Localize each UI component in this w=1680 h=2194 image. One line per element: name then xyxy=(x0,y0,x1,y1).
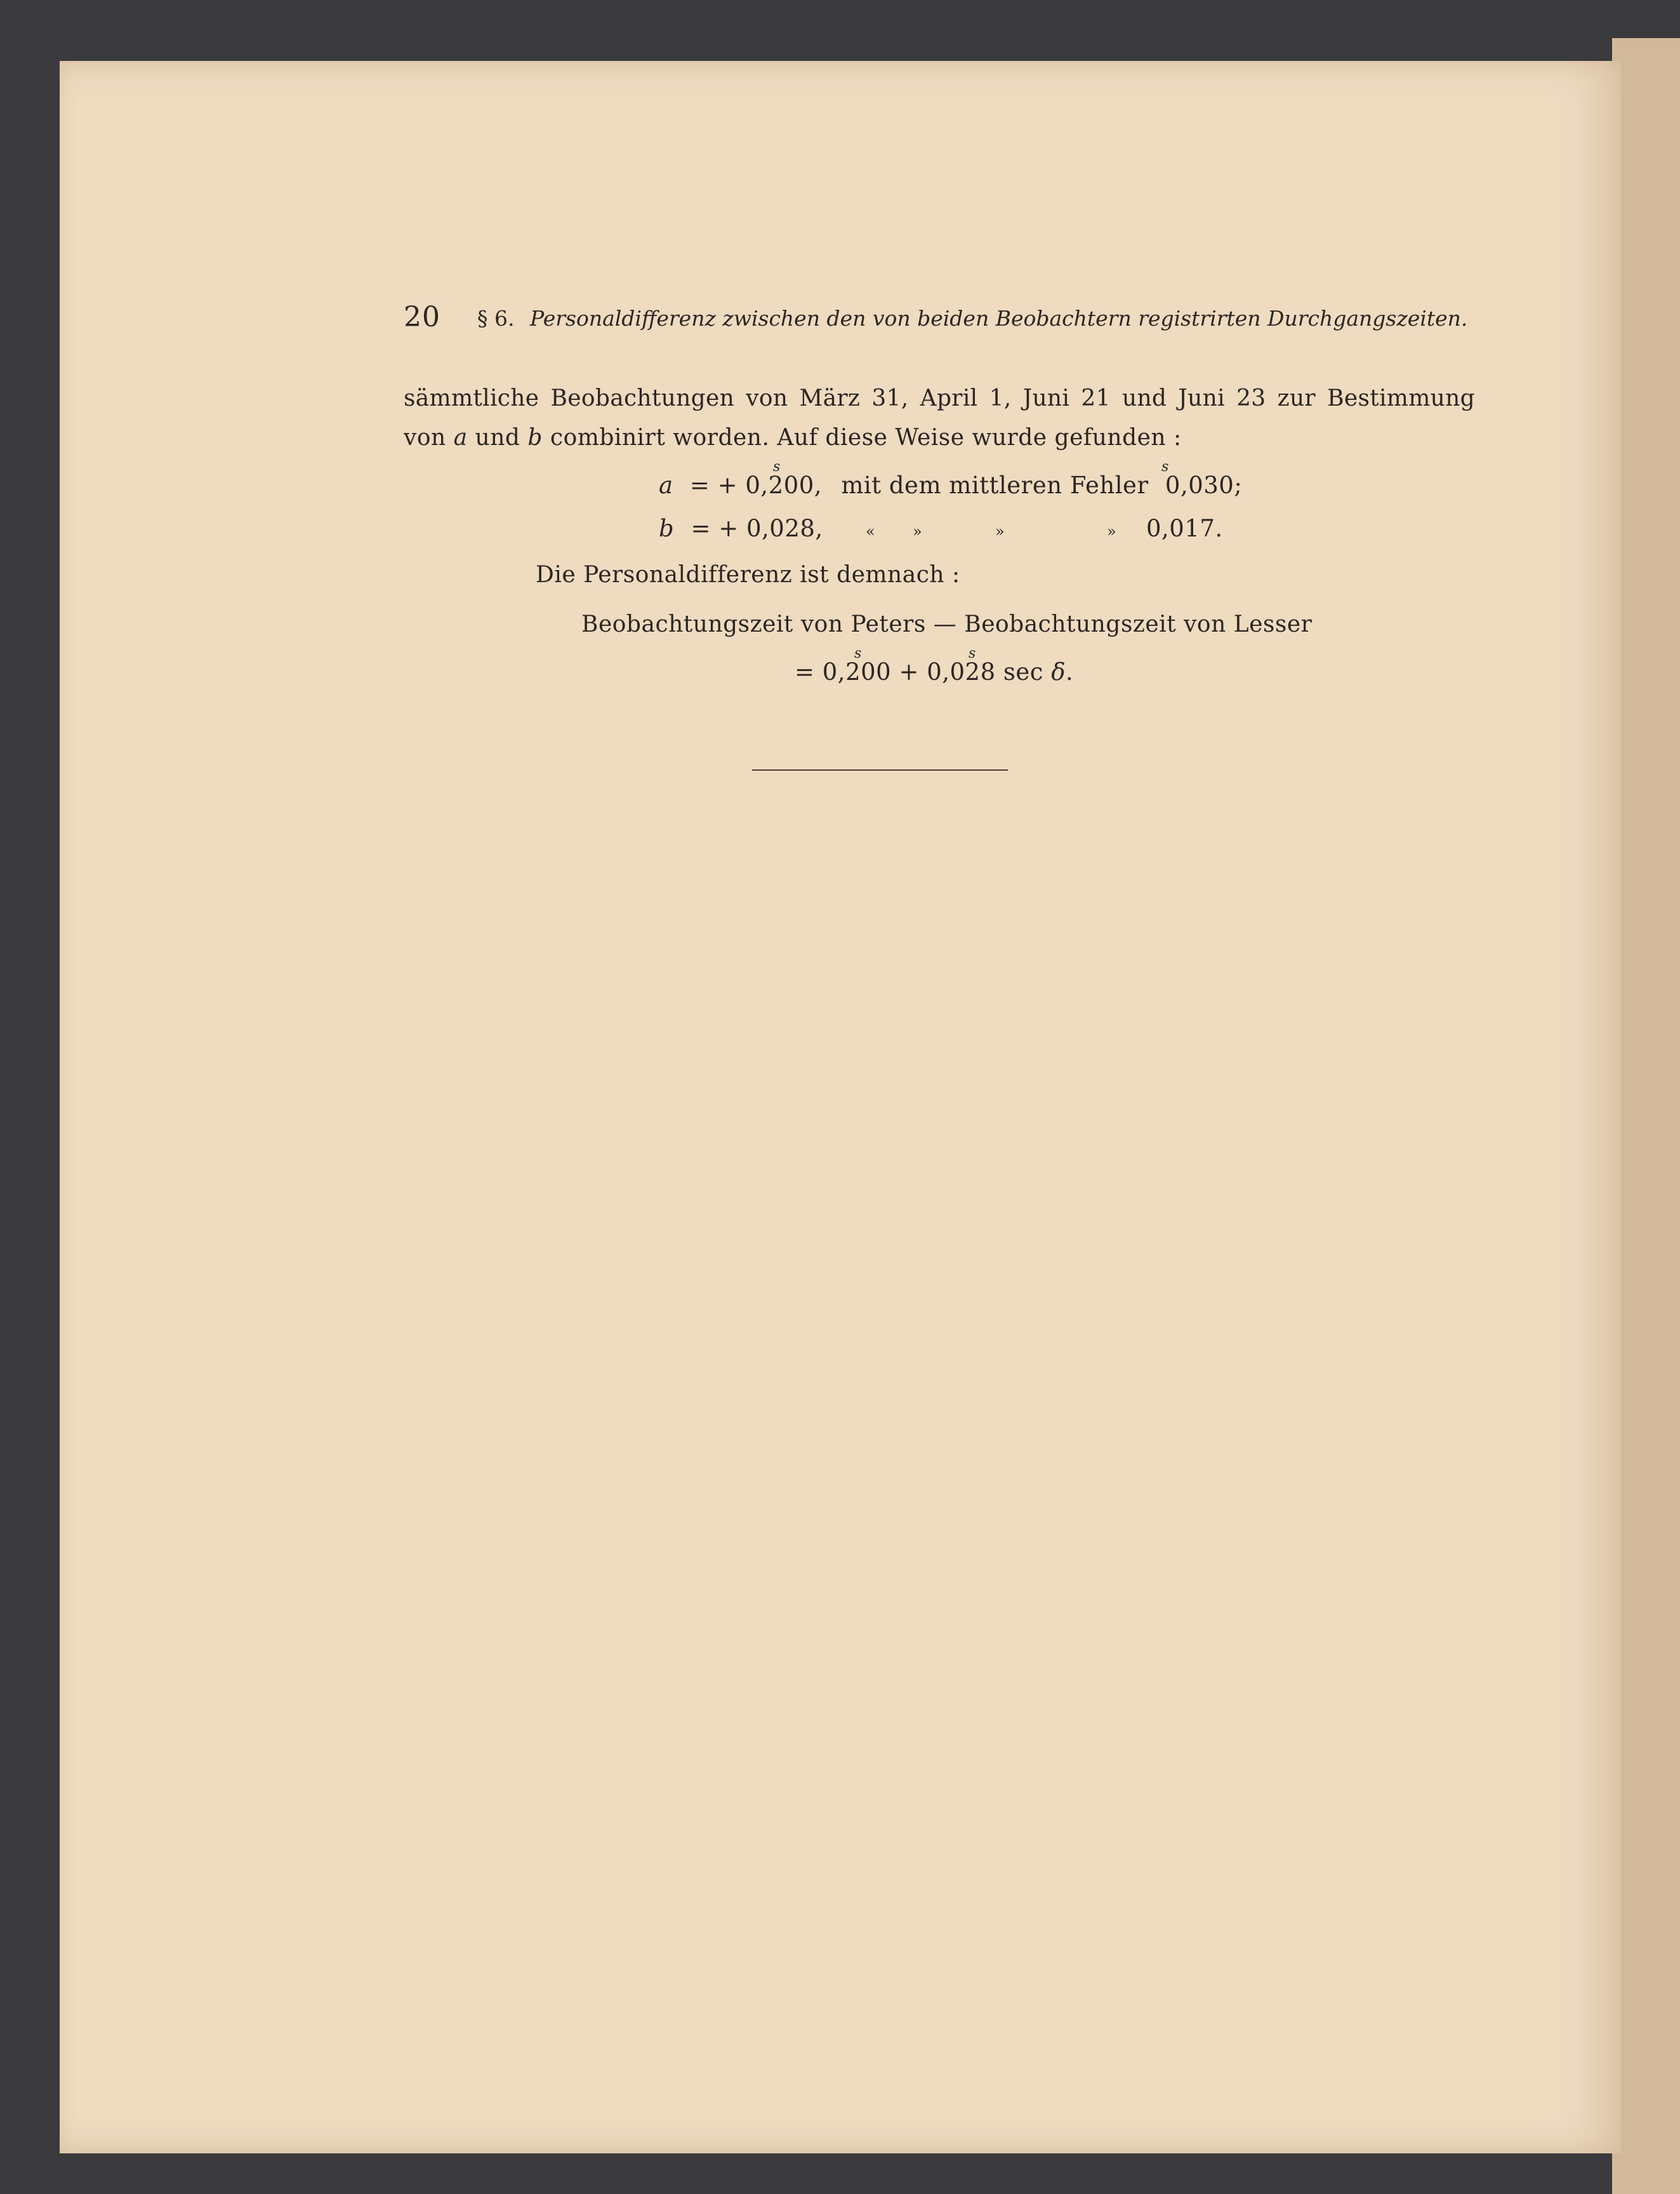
running-head xyxy=(477,306,1467,331)
ditto-mark: » xyxy=(913,522,922,540)
eq2-lhs: b xyxy=(659,515,675,542)
section-end-rule xyxy=(752,769,1008,771)
variable-a: a xyxy=(453,425,468,451)
section-number: § 6. xyxy=(477,306,515,331)
unit-seconds-mark: s xyxy=(773,459,781,475)
chapter-title: Personaldifferenz zwischen den von beiden Beobachtern registrirten Durchgangszeiten. xyxy=(529,306,1468,331)
conclusion-line-1: Beobachtungszeit von Peters — Beobachtungszeit von Lesser xyxy=(581,611,1313,637)
page-number: 20 xyxy=(404,301,440,333)
body-line-2: von a und b combinirt worden. Auf diese Weise wurde gefunden : xyxy=(404,425,1182,451)
unit-seconds-mark: s xyxy=(1161,459,1169,475)
unit-seconds-mark: s xyxy=(854,646,862,662)
ditto-mark: » xyxy=(995,522,1005,540)
eq1-lhs: a xyxy=(659,472,673,499)
delta-symbol: δ xyxy=(1051,658,1066,686)
eq2-value: = + 0,028, xyxy=(691,515,823,542)
conclusion-intro: Die Personaldifferenz ist demnach : xyxy=(536,562,960,588)
eq1-error: 0,030; xyxy=(1165,472,1243,499)
book-page xyxy=(60,61,1621,2153)
equation-a xyxy=(659,472,1242,499)
ditto-mark: « xyxy=(866,522,875,540)
adjacent-page-edge xyxy=(1612,38,1680,2194)
ditto-mark: » xyxy=(1107,522,1116,540)
variable-b: b xyxy=(527,425,543,451)
conclusion-line-2: = 0,200 + 0,028 sec δ. xyxy=(795,658,1074,686)
equation-b xyxy=(659,515,823,542)
eq1-value: = + 0,200, xyxy=(689,472,823,499)
eq1-text: mit dem mittleren Fehler xyxy=(841,472,1149,499)
body-line-1: sämmtliche Beobachtungen von März 31, April 1, Juni 21 und Juni 23 zur Bestimmung xyxy=(404,385,1475,411)
eq2-error: 0,017. xyxy=(1146,515,1223,542)
unit-seconds-mark: s xyxy=(969,646,976,662)
